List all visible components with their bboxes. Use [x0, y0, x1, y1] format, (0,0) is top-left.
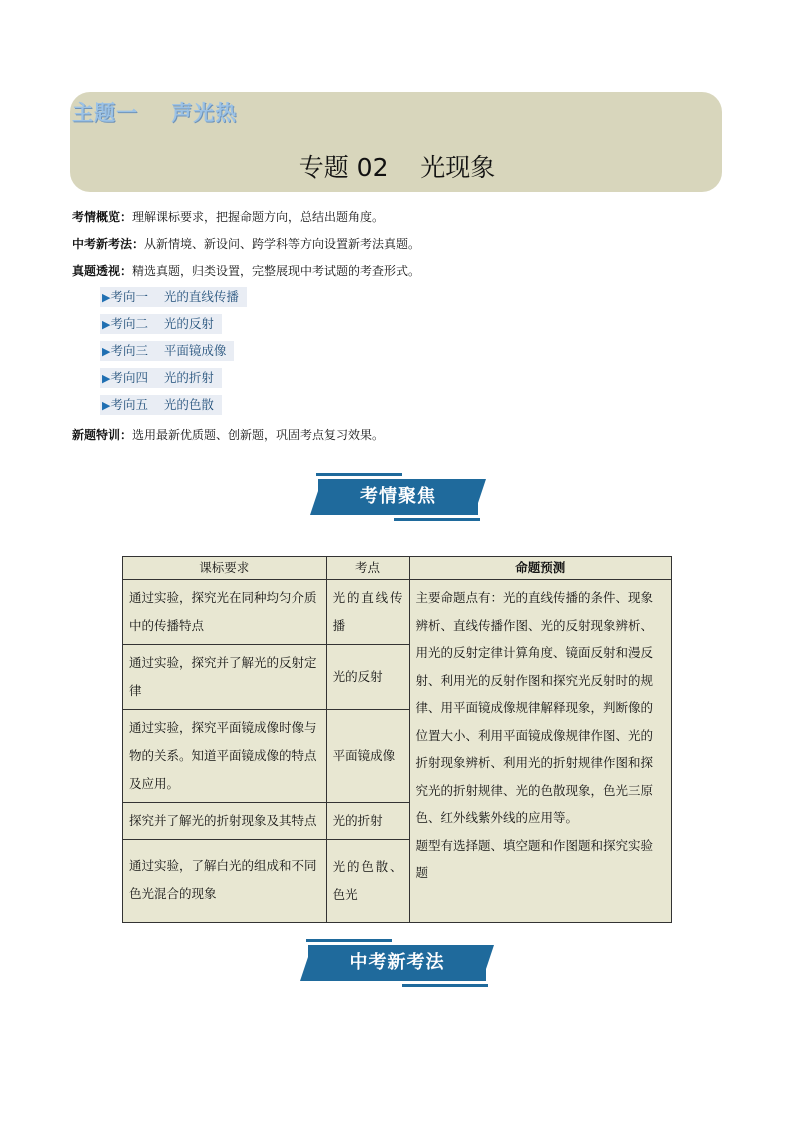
point-cell: 光的折射: [326, 803, 409, 840]
direction-link-4[interactable]: [100, 368, 222, 388]
requirement-cell: 通过实验，了解白光的组成和不同色光混合的现象: [123, 840, 327, 923]
direction-label: 考向一 光的直线传播: [110, 289, 239, 304]
play-arrow-icon: ▶: [102, 372, 111, 385]
table-row: [123, 580, 672, 645]
prediction-cell: [409, 580, 672, 923]
play-arrow-icon: ▶: [102, 291, 111, 304]
requirements-table: [122, 556, 672, 923]
requirement-cell: 通过实验，探究光在同种均匀介质中的传播特点: [123, 580, 327, 645]
topic-title: 主题一 声光热: [72, 101, 238, 125]
direction-label: 考向二 光的反射: [110, 316, 214, 331]
point-cell: 光的色散、色光: [326, 840, 409, 923]
intro-line-training: [72, 426, 384, 443]
play-arrow-icon: ▶: [102, 318, 111, 331]
intro-label: 真题透视：: [72, 264, 133, 278]
section-title-new-method: 中考新考法: [308, 945, 486, 981]
intro-line-real-exams: [72, 262, 420, 279]
intro-text: 选用最新优质题、创新题，巩固考点复习效果。: [132, 428, 385, 442]
intro-text: 精选真题，归类设置，完整展现中考试题的考查形式。: [132, 264, 421, 278]
column-header: 课标要求: [123, 557, 327, 580]
intro-line-overview: [72, 208, 384, 225]
direction-link-5[interactable]: [100, 395, 222, 415]
point-cell: 光的直线传播: [326, 580, 409, 645]
column-header: 命题预测: [409, 557, 672, 580]
intro-text: 理解课标要求，把握命题方向，总结出题角度。: [132, 210, 385, 224]
intro-label: 中考新考法：: [72, 237, 145, 251]
point-cell: 光的反射: [326, 645, 409, 710]
requirement-cell: 通过实验，探究平面镜成像时像与物的关系。知道平面镜成像的特点及应用。: [123, 710, 327, 803]
requirement-cell: 通过实验，探究并了解光的反射定律: [123, 645, 327, 710]
direction-link-1[interactable]: [100, 287, 247, 307]
column-header: 考点: [326, 557, 409, 580]
direction-label: 考向三 平面镜成像: [110, 343, 227, 358]
table-header-row: [123, 557, 672, 580]
play-arrow-icon: ▶: [102, 345, 111, 358]
direction-link-3[interactable]: [100, 341, 234, 361]
intro-line-new-method: [72, 235, 420, 252]
requirement-cell: 探究并了解光的折射现象及其特点: [123, 803, 327, 840]
intro-label: 考情概览：: [72, 210, 133, 224]
direction-link-2[interactable]: [100, 314, 222, 334]
section-title-focus: 考情聚焦: [318, 479, 478, 515]
point-cell: 平面镜成像: [326, 710, 409, 803]
page-title: 专题 02 光现象: [298, 153, 496, 182]
prediction-type: 题型有选择题、填空题和作图题和探究实验题: [415, 837, 654, 880]
intro-text: 从新情境、新设问、跨学科等方向设置新考法真题。: [144, 237, 421, 251]
direction-label: 考向四 光的折射: [110, 370, 214, 385]
play-arrow-icon: ▶: [102, 399, 111, 412]
prediction-main: 主要命题点有：光的直线传播的条件、现象辨析、直线传播作图、光的反射现象辨析、用光的反射定律计算角度、镜面反射和漫反射、利用光的反射作图和探究光反射时的规律、用平面镜成像规律解释现象，判断像的位置大小、利用平面镜成像规律作图、光的折射现象辨析、利用光的折射规律作图和探究光的折射规律、光的色散现象，色光三原色、红外线紫外线的应用等。: [415, 590, 654, 825]
intro-label: 新题特训：: [72, 428, 133, 442]
direction-label: 考向五 光的色散: [110, 397, 214, 412]
